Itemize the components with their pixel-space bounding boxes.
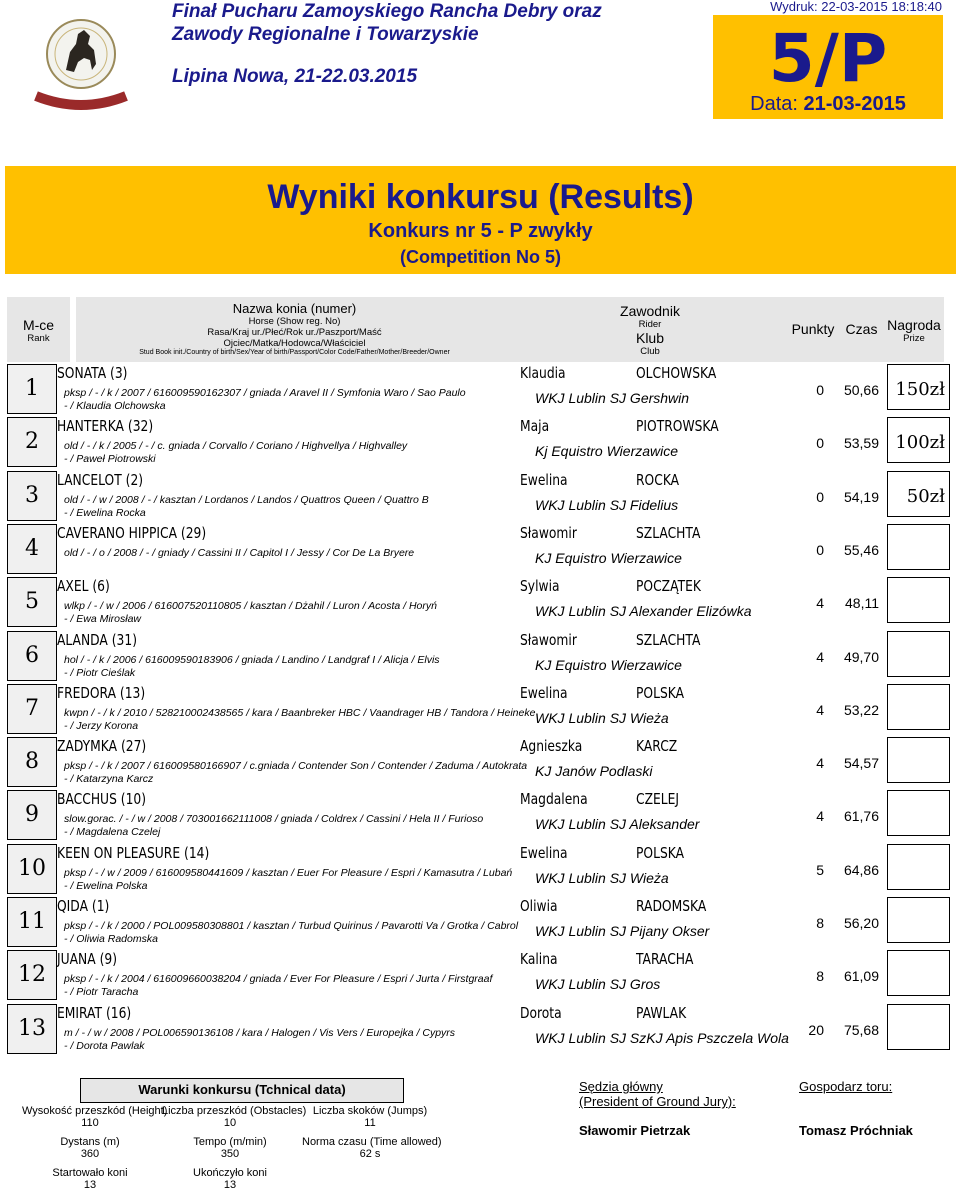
- horse-number: (1): [91, 897, 110, 915]
- host-name: Tomasz Próchniak: [799, 1123, 913, 1138]
- rider-last-name: ROCKA: [636, 471, 680, 489]
- time-value: 48,11: [845, 595, 879, 611]
- horse-details-line1: pksp / - / k / 2007 / 616009590162307 / gniada / Aravel II / Symfonia Waro / Sao Paulo: [64, 387, 466, 399]
- horse-details-line1: wlkp / - / w / 2006 / 616007520110805 / kasztan / Dżahil / Luron / Acosta / Horyń: [64, 600, 437, 612]
- horse-details-line2: - / Ewelina Polska: [64, 880, 148, 892]
- rider-first-name: Ewelina: [520, 684, 568, 702]
- horse-name-text: FREDORA: [57, 684, 117, 702]
- competition-date: [713, 93, 943, 116]
- time-allowed-label: Norma czasu (Time allowed): [302, 1136, 442, 1148]
- rank-cell: 13: [7, 1004, 57, 1054]
- horse-details-line2: - / Piotr Taracha: [64, 986, 139, 998]
- rider-last-name: KARCZ: [636, 737, 678, 755]
- horse-details-line1: pksp / - / w / 2009 / 616009580441609 / kasztan / Euer For Pleasure / Espri / Kamasutra / Lubań: [64, 867, 513, 879]
- horse-number: (9): [99, 950, 118, 968]
- horse-details: [64, 707, 535, 733]
- result-row: [7, 684, 887, 737]
- result-row: [7, 790, 887, 843]
- horse-name: [57, 417, 153, 435]
- horse-name: [57, 844, 209, 862]
- time-value: 75,68: [843, 1022, 879, 1038]
- obstacles-label: Liczba przeszkód (Obstacles): [162, 1105, 307, 1117]
- prize-cell: [887, 737, 950, 783]
- date-value: 21-03-2015: [803, 93, 906, 115]
- rank-cell: 10: [7, 844, 57, 894]
- jumps-value: 11: [364, 1117, 376, 1129]
- header-rank-label: M-ce: [22, 317, 55, 333]
- time-value: 53,59: [843, 435, 879, 451]
- conditions-title: Warunki konkursu (Tchnical data): [80, 1078, 404, 1103]
- rancho-logo: [18, 14, 144, 114]
- points-value: 0: [816, 489, 824, 505]
- horse-name-text: ZADYMKA: [57, 737, 118, 755]
- horse-details-line1: pksp / - / k / 2007 / 616009580166907 / c.gniada / Contender Son / Contender / Zaduma / Autokrata: [64, 760, 528, 772]
- horse-name-text: EMIRAT: [57, 1004, 103, 1022]
- horse-number: (31): [111, 631, 138, 649]
- header-rider-label: Zawodnik: [620, 303, 680, 319]
- rider-last-name: POCZĄTEK: [636, 577, 701, 595]
- header-rider: [513, 297, 787, 362]
- rider-club: WKJ Lublin SJ Gros: [535, 976, 661, 992]
- rider-first-name: Sławomir: [520, 631, 577, 649]
- rider-first-name: Sylwia: [520, 577, 560, 595]
- rider-club: KJ Janów Podlaski: [535, 763, 653, 779]
- points-value: 4: [816, 649, 824, 665]
- results-title: Wyniki konkursu (Results): [267, 178, 694, 216]
- horse-details-line2: - / Paweł Piotrowski: [64, 453, 156, 465]
- points-value: 5: [816, 862, 824, 878]
- rank-cell: 7: [7, 684, 57, 734]
- result-row: [7, 1004, 887, 1057]
- result-row: [7, 844, 887, 897]
- horse-number: (27): [120, 737, 147, 755]
- started-label: Startowało koni: [52, 1167, 128, 1179]
- event-title: [172, 0, 602, 46]
- rider-last-name: POLSKA: [636, 844, 685, 862]
- horse-details-line2: - / Magdalena Czelej: [64, 826, 161, 838]
- header-horse-label: Nazwa konia (numer): [232, 301, 357, 316]
- points-value: 0: [816, 382, 824, 398]
- prize-cell: [887, 950, 950, 996]
- horse-details: [64, 440, 407, 466]
- rider-club: WKJ Lublin SJ Gershwin: [535, 390, 690, 406]
- prize-cell: [887, 631, 950, 677]
- header-horse: [76, 297, 513, 362]
- print-timestamp: Wydruk: 22-03-2015 18:18:40: [770, 0, 942, 14]
- rider-first-name: Oliwia: [520, 897, 558, 915]
- header-points: [787, 297, 839, 362]
- horse-details: [64, 920, 518, 946]
- horse-name-text: ALANDA: [57, 631, 108, 649]
- horse-name: [57, 364, 127, 382]
- rider-club: WKJ Lublin SJ Wieża: [535, 870, 669, 886]
- horse-details-line1: m / - / w / 2008 / POL006590136108 / kara / Halogen / Vis Vers / Europejka / Cypyrs: [64, 1027, 456, 1039]
- time-value: 64,86: [843, 862, 879, 878]
- horse-name-text: LANCELOT: [57, 471, 122, 489]
- rider-first-name: Magdalena: [520, 790, 588, 808]
- rider-last-name: RADOMSKA: [636, 897, 707, 915]
- distance-value: 360: [80, 1148, 100, 1160]
- competition-code: 5/P: [768, 20, 888, 97]
- horse-name: [57, 897, 109, 915]
- rider-first-name: Agnieszka: [520, 737, 583, 755]
- rank-cell: 4: [7, 524, 57, 574]
- tempo-label: Tempo (m/min): [193, 1136, 267, 1148]
- judge-name: Sławomir Pietrzak: [579, 1123, 691, 1138]
- rank-cell: 9: [7, 790, 57, 840]
- rider-club: WKJ Lublin SJ Wieża: [535, 710, 669, 726]
- rider-first-name: Kalina: [520, 950, 558, 968]
- horse-name: [57, 737, 146, 755]
- distance-label: Dystans (m): [60, 1136, 120, 1148]
- result-row: [7, 631, 887, 684]
- horse-name-text: JUANA: [57, 950, 96, 968]
- horse-details: [64, 867, 512, 893]
- rider-first-name: Klaudia: [520, 364, 566, 382]
- points-value: 4: [816, 702, 824, 718]
- time-value: 55,46: [843, 542, 879, 558]
- horse-name: [57, 790, 146, 808]
- time-value: 54,19: [843, 489, 879, 505]
- points-value: 4: [816, 595, 824, 611]
- horse-name: [57, 471, 143, 489]
- rider-club: WKJ Lublin SJ Pijany Okser: [535, 923, 710, 939]
- horse-name-text: CAVERANO HIPPICA: [57, 524, 178, 542]
- prize-cell: 150zł: [887, 364, 950, 410]
- prize-cell: [887, 1004, 950, 1050]
- horse-name-text: QIDA: [57, 897, 88, 915]
- header-horse-en: Horse (Show reg. No): [248, 316, 341, 327]
- time-value: 53,22: [843, 702, 879, 718]
- horse-name-text: SONATA: [57, 364, 107, 382]
- rider-first-name: Ewelina: [520, 844, 568, 862]
- judge-label-en: (President of Ground Jury):: [579, 1094, 736, 1109]
- result-row: [7, 577, 887, 630]
- rider-club: KJ Equistro Wierzawice: [535, 550, 682, 566]
- rank-cell: 2: [7, 417, 57, 467]
- competition-number: (Competition No 5): [400, 247, 561, 267]
- points-value: 0: [816, 435, 824, 451]
- header-prize-en: Prize: [903, 333, 925, 344]
- header-club-en: Club: [640, 346, 660, 357]
- horse-details: [64, 654, 440, 680]
- prize-cell: [887, 897, 950, 943]
- event-title-line1: Finał Pucharu Zamoyskiego Rancha Debry oraz: [172, 1, 602, 22]
- time-value: 61,76: [843, 808, 879, 824]
- result-row: [7, 737, 887, 790]
- header-horse-line4: Stud Book init./Country of birth/Sex/Year of birth/Passport/Color Code/Father/Mother/Breeder/Owner: [139, 349, 450, 356]
- time-value: 54,57: [843, 755, 879, 771]
- rider-last-name: SZLACHTA: [636, 524, 701, 542]
- points-value: 4: [816, 808, 824, 824]
- horse-name: [57, 631, 137, 649]
- horse-details: [64, 973, 492, 999]
- rank-cell: 5: [7, 577, 57, 627]
- finished-label: Ukończyło koni: [193, 1167, 267, 1179]
- prize-cell: [887, 524, 950, 570]
- rider-last-name: PAWLAK: [636, 1004, 687, 1022]
- horse-details: [64, 760, 527, 786]
- jumps-label: Liczba skoków (Jumps): [312, 1105, 428, 1117]
- horse-name: [57, 577, 110, 595]
- prize-cell: 100zł: [887, 417, 950, 463]
- horse-name: [57, 950, 117, 968]
- points-value: 8: [816, 968, 824, 984]
- horse-details-line1: kwpn / - / k / 2010 / 528210002438565 / kara / Baanbreker HBC / Vaandrager HB / Tandora / Heineke: [64, 707, 536, 719]
- horse-details-line1: pksp / - / k / 2000 / POL009580308801 / kasztan / Turbud Quirinus / Pavarotti Va / Grotka / Cabrol: [64, 920, 519, 932]
- horse-name: [57, 684, 145, 702]
- horse-details-line2: - / Dorota Pawlak: [64, 1040, 145, 1052]
- horse-name-text: HANTERKA: [57, 417, 124, 435]
- prize-cell: 50zł: [887, 471, 950, 517]
- header-time: [839, 297, 884, 362]
- header-horse-line2: Rasa/Kraj ur./Płeć/Rok ur./Paszport/Maść: [207, 327, 382, 338]
- rider-first-name: Ewelina: [520, 471, 568, 489]
- horse-number: (6): [92, 577, 110, 595]
- horse-details-line1: old / - / k / 2005 / - / c. gniada / Corvallo / Coriano / Highvellya / Highvalley: [64, 440, 408, 452]
- rider-club: WKJ Lublin SJ Alexander Elizówka: [535, 603, 752, 619]
- event-title-line2: Zawody Regionalne i Towarzyskie: [172, 24, 479, 45]
- rider-last-name: OLCHOWSKA: [636, 364, 717, 382]
- horse-details-line2: - / Katarzyna Karcz: [64, 773, 154, 785]
- prize-cell: [887, 790, 950, 836]
- rider-first-name: Dorota: [520, 1004, 562, 1022]
- competition-name: Konkurs nr 5 - P zwykły: [368, 220, 593, 242]
- rank-cell: 1: [7, 364, 57, 414]
- result-row: [7, 524, 887, 577]
- result-row: [7, 897, 887, 950]
- horse-details: [64, 1027, 455, 1053]
- competition-code-box: [713, 15, 943, 119]
- prize-cell: [887, 844, 950, 890]
- date-label: Data:: [750, 93, 804, 115]
- rank-cell: 6: [7, 631, 57, 681]
- rider-club: WKJ Lublin SJ SzKJ Apis Pszczela Wola: [535, 1030, 789, 1046]
- horse-details: [64, 547, 414, 560]
- finished-value: 13: [223, 1179, 237, 1191]
- rider-club: WKJ Lublin SJ Fidelius: [535, 497, 679, 513]
- rider-club: KJ Equistro Wierzawice: [535, 657, 682, 673]
- height-value: 110: [81, 1117, 99, 1129]
- header-points-label: Punkty: [791, 321, 835, 337]
- time-value: 61,09: [843, 968, 879, 984]
- horse-details-line2: - / Klaudia Olchowska: [64, 400, 166, 412]
- judge-label: Sędzia główny: [579, 1079, 663, 1094]
- height-label: Wysokość przeszkód (Height): [22, 1105, 168, 1117]
- host-label: Gospodarz toru:: [799, 1079, 893, 1094]
- time-value: 50,66: [843, 382, 879, 398]
- horse-details: [64, 600, 437, 626]
- rider-last-name: TARACHA: [636, 950, 694, 968]
- horse-details: [64, 387, 466, 413]
- rider-last-name: PIOTROWSKA: [636, 417, 719, 435]
- horse-details-line2: - / Oliwia Radomska: [64, 933, 158, 945]
- horse-details-line2: - / Piotr Cieślak: [64, 667, 136, 679]
- rank-cell: 12: [7, 950, 57, 1000]
- header-horse-line3: Ojciec/Matka/Hodowca/Właściciel: [223, 338, 366, 349]
- horse-details-line2: - / Ewelina Rocka: [64, 507, 146, 519]
- horse-details-line2: - / Jerzy Korona: [64, 720, 139, 732]
- horse-number: (32): [127, 417, 154, 435]
- rider-last-name: SZLACHTA: [636, 631, 701, 649]
- horse-details: [64, 494, 429, 520]
- horse-name-text: BACCHUS: [57, 790, 117, 808]
- result-row: [7, 364, 945, 417]
- time-allowed-value: 62 s: [359, 1148, 381, 1160]
- event-place-date: Lipina Nowa, 21-22.03.2015: [172, 66, 418, 87]
- points-value: 4: [816, 755, 824, 771]
- header-prize-label: Nagroda: [887, 317, 941, 333]
- horse-number: (13): [119, 684, 146, 702]
- header-prize: [884, 297, 944, 362]
- horse-name: [57, 1004, 131, 1022]
- horse-details-line1: pksp / - / k / 2004 / 616009660038204 / gniada / Ever For Pleasure / Espri / Jurta / Firstgraaf: [64, 973, 493, 985]
- header-time-label: Czas: [845, 321, 878, 337]
- prize-cell: [887, 577, 950, 623]
- rider-last-name: CZELEJ: [636, 790, 680, 808]
- time-value: 56,20: [843, 915, 879, 931]
- points-value: 0: [816, 542, 824, 558]
- horse-name: [57, 524, 206, 542]
- points-value: 20: [808, 1022, 824, 1038]
- tempo-value: 350: [220, 1148, 240, 1160]
- points-value: 8: [816, 915, 824, 931]
- horse-details-line1: hol / - / k / 2006 / 616009590183906 / gniada / Landino / Landgraf I / Alicja / Elvis: [64, 654, 440, 666]
- result-row: [7, 950, 887, 1003]
- header-rank-en: Rank: [27, 333, 50, 344]
- horse-details-line1: slow.gorac. / - / w / 2008 / 703001662111008 / gniada / Coldrex / Cassini / Hela II / Furioso: [64, 813, 484, 825]
- rider-club: WKJ Lublin SJ Aleksander: [535, 816, 700, 832]
- prize-cell: [887, 684, 950, 730]
- result-row: [7, 471, 945, 524]
- horse-number: (14): [184, 844, 210, 862]
- result-row: [7, 417, 945, 470]
- horse-details-line2: - / Ewa Mirosław: [64, 613, 142, 625]
- horse-number: (29): [180, 524, 207, 542]
- header-rider-en: Rider: [638, 319, 662, 330]
- header-rank: [7, 297, 70, 362]
- rider-first-name: Maja: [520, 417, 550, 435]
- horse-details-line1: old / - / o / 2008 / - / gniady / Cassini II / Capitol I / Jessy / Cor De La Bryere: [64, 547, 415, 559]
- rank-cell: 3: [7, 471, 57, 521]
- rider-club: Kj Equistro Wierzawice: [535, 443, 679, 459]
- results-banner: [5, 166, 956, 274]
- header-club-label: Klub: [635, 330, 665, 346]
- horse-number: (16): [105, 1004, 132, 1022]
- rider-last-name: POLSKA: [636, 684, 685, 702]
- horse-number: (10): [120, 790, 147, 808]
- horse-details-line1: old / - / w / 2008 / - / kasztan / Lordanos / Landos / Quattros Queen / Quattro B: [64, 494, 429, 506]
- rider-first-name: Sławomir: [520, 524, 577, 542]
- horse-number: (2): [125, 471, 144, 489]
- rank-cell: 11: [7, 897, 57, 947]
- horse-number: (3): [110, 364, 128, 382]
- obstacles-value: 10: [223, 1117, 237, 1129]
- horse-name-text: AXEL: [57, 577, 89, 595]
- rank-cell: 8: [7, 737, 57, 787]
- horse-name-text: KEEN ON PLEASURE: [57, 844, 181, 862]
- time-value: 49,70: [843, 649, 879, 665]
- horse-details: [64, 813, 483, 839]
- started-value: 13: [83, 1179, 97, 1191]
